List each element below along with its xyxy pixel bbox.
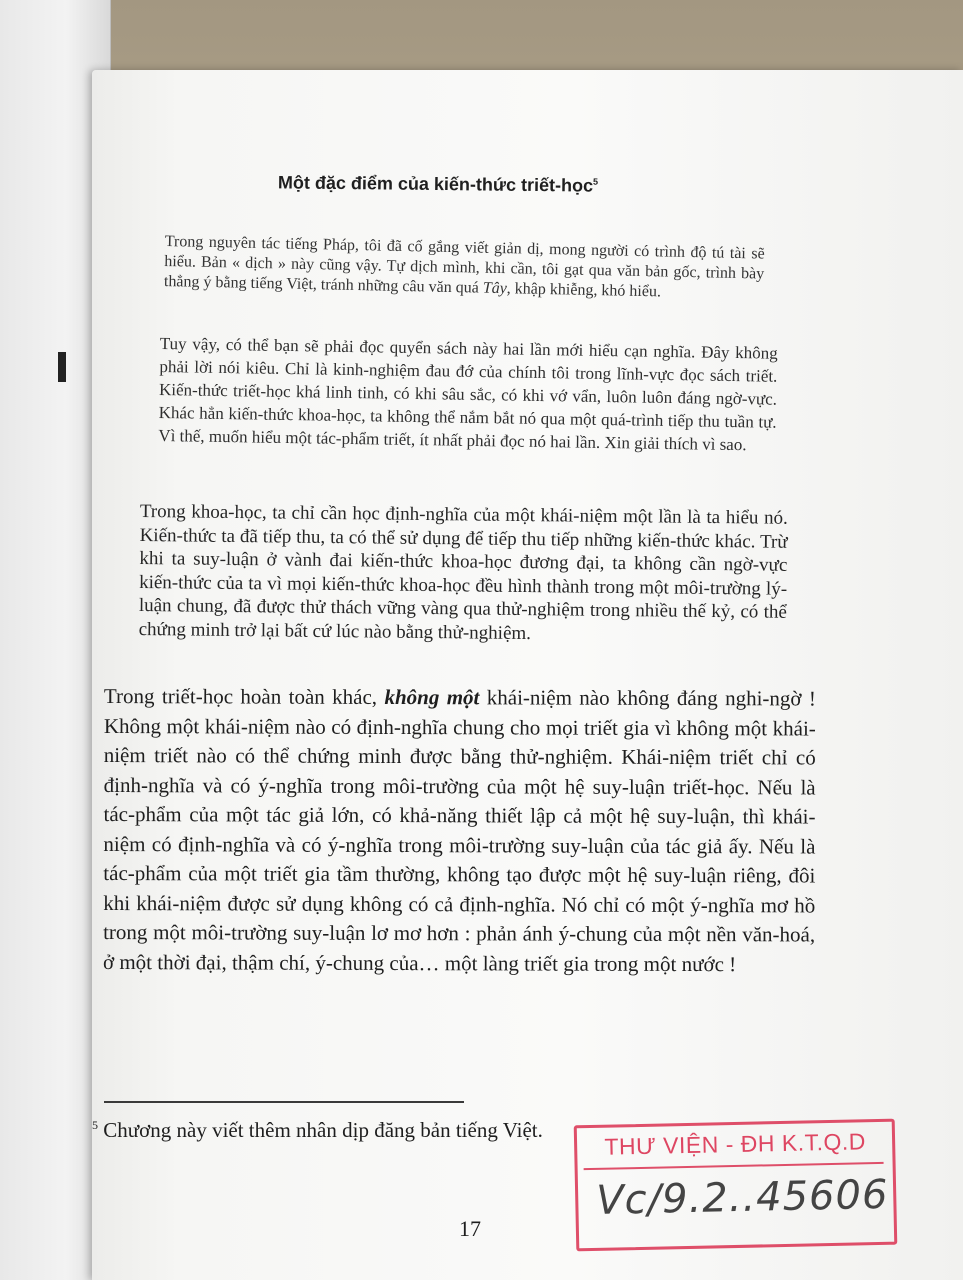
paragraph-2: [158, 332, 778, 457]
footnote-text: Chương này viết thêm nhân dịp đăng bản tiếng Việt.: [98, 1118, 543, 1142]
stamp-title: THƯ VIỆN - ĐH K.T.Q.D: [604, 1128, 867, 1160]
paragraph-4-emphasis: không một: [384, 684, 480, 710]
stamp-handwritten-code: Vc/9.2..45606: [595, 1171, 889, 1224]
footnote-rule: [104, 1101, 464, 1103]
stamp-divider: [584, 1162, 884, 1170]
chapter-title-text: Một đặc điểm của kiến-thức triết-học: [277, 172, 594, 196]
paragraph-1-text-a: Trong nguyên tác tiếng Pháp, tôi đã cố gắng viết giản dị, mong người có trình độ tú tài sẽ hiểu. Bản « dịch » này cũng vậy. Tự dịch mình, khi cần, tôi gạt qua văn bản gốc, trình bày thẳng ý bằng tiếng Việt, tránh những câu văn quá: [163, 232, 765, 297]
paragraph-1-italic: Tây: [482, 279, 507, 298]
library-stamp: [574, 1119, 898, 1252]
paragraph-4-text-a: Trong triết-học hoàn toàn khác,: [103, 684, 385, 709]
paragraph-3-text: Trong khoa-học, ta chỉ cần học định-nghĩa của một khái-niệm một lần là ta hiểu nó. Kiến-thức ta đã tiếp thu, ta có thể sử dụng để tiếp thu tiếp những kiến-thức khác. Trừ khi ta suy-luận ở vành đai kiến-thức khoa-học đương đại, ta không cần ngờ-vực kiến-thức của ta vì mọi kiến-thức khoa-học đều hình thành trong một môi-trường lý-luận chung, đã được thử thách vững vàng qua thử-nghiệm trong nhiều thế kỷ, có thể chứng minh trở lại bất cứ lúc nào bằng thử-nghiệm.: [138, 500, 788, 644]
paragraph-1: [164, 232, 765, 305]
paragraph-4: [103, 682, 816, 979]
paragraph-1-text-b: , khập khiễng, khó hiểu.: [506, 280, 662, 301]
paragraph-3: [139, 500, 788, 648]
footnote-number: 5: [92, 1118, 98, 1132]
spine-mark: [58, 352, 66, 382]
title-footnote-ref: 5: [593, 176, 599, 187]
paragraph-4-text-b: khái-niệm nào không đáng nghi-ngờ ! Không một khái-niệm nào có định-nghĩa chung cho mọi triết gia vì không một khái-niệm triết nào có thể chứng minh được bằng thử-nghiệm. Khái-niệm triết chỉ có định-nghĩa và có ý-nghĩa trong môi-trường của một hệ suy-luận triết-học. Nếu là tác-phẩm của một tác giả lớn, có khả-năng thiết lập cả một hệ suy-luận, thì khái-niệm có định-nghĩa và có ý-nghĩa trong môi-trường suy-luận của tác giả ấy. Nếu là tác-phẩm của một triết gia tầm thường, không tạo được một hệ suy-luận riêng, đôi khi khái-niệm được sử dụng không có cả định-nghĩa. Nó chỉ có một ý-nghĩa mơ hồ trong một môi-trường suy-luận lơ mơ hơn : phản ánh ý-chung của một nền văn-hoá, ở một thời đại, thậm chí, ý-chung của… một làng triết gia trong một nước !: [102, 685, 816, 976]
page-number: 17: [459, 1216, 481, 1241]
paragraph-2-text: Tuy vậy, có thể bạn sẽ phải đọc quyển sách này hai lần mới hiểu cạn nghĩa. Đây không phải lời nói kiêu. Chỉ là kinh-nghiệm đau đớ của chính tôi trong lĩnh-vực đọc sách triết. Kiến-thức triết-học khá linh tinh, có khi sâu sắc, có khi vớ vẩn, luôn luôn đáng ngờ-vực. Khác hẳn kiến-thức khoa-học, ta không thể nắm bắt nó qua một quá-trình tiếp thu tuần tự. Vì thế, muốn hiểu một tác-phẩm triết, ít nhất phải đọc nó hai lần. Xin giải thích vì sao.: [158, 333, 778, 455]
